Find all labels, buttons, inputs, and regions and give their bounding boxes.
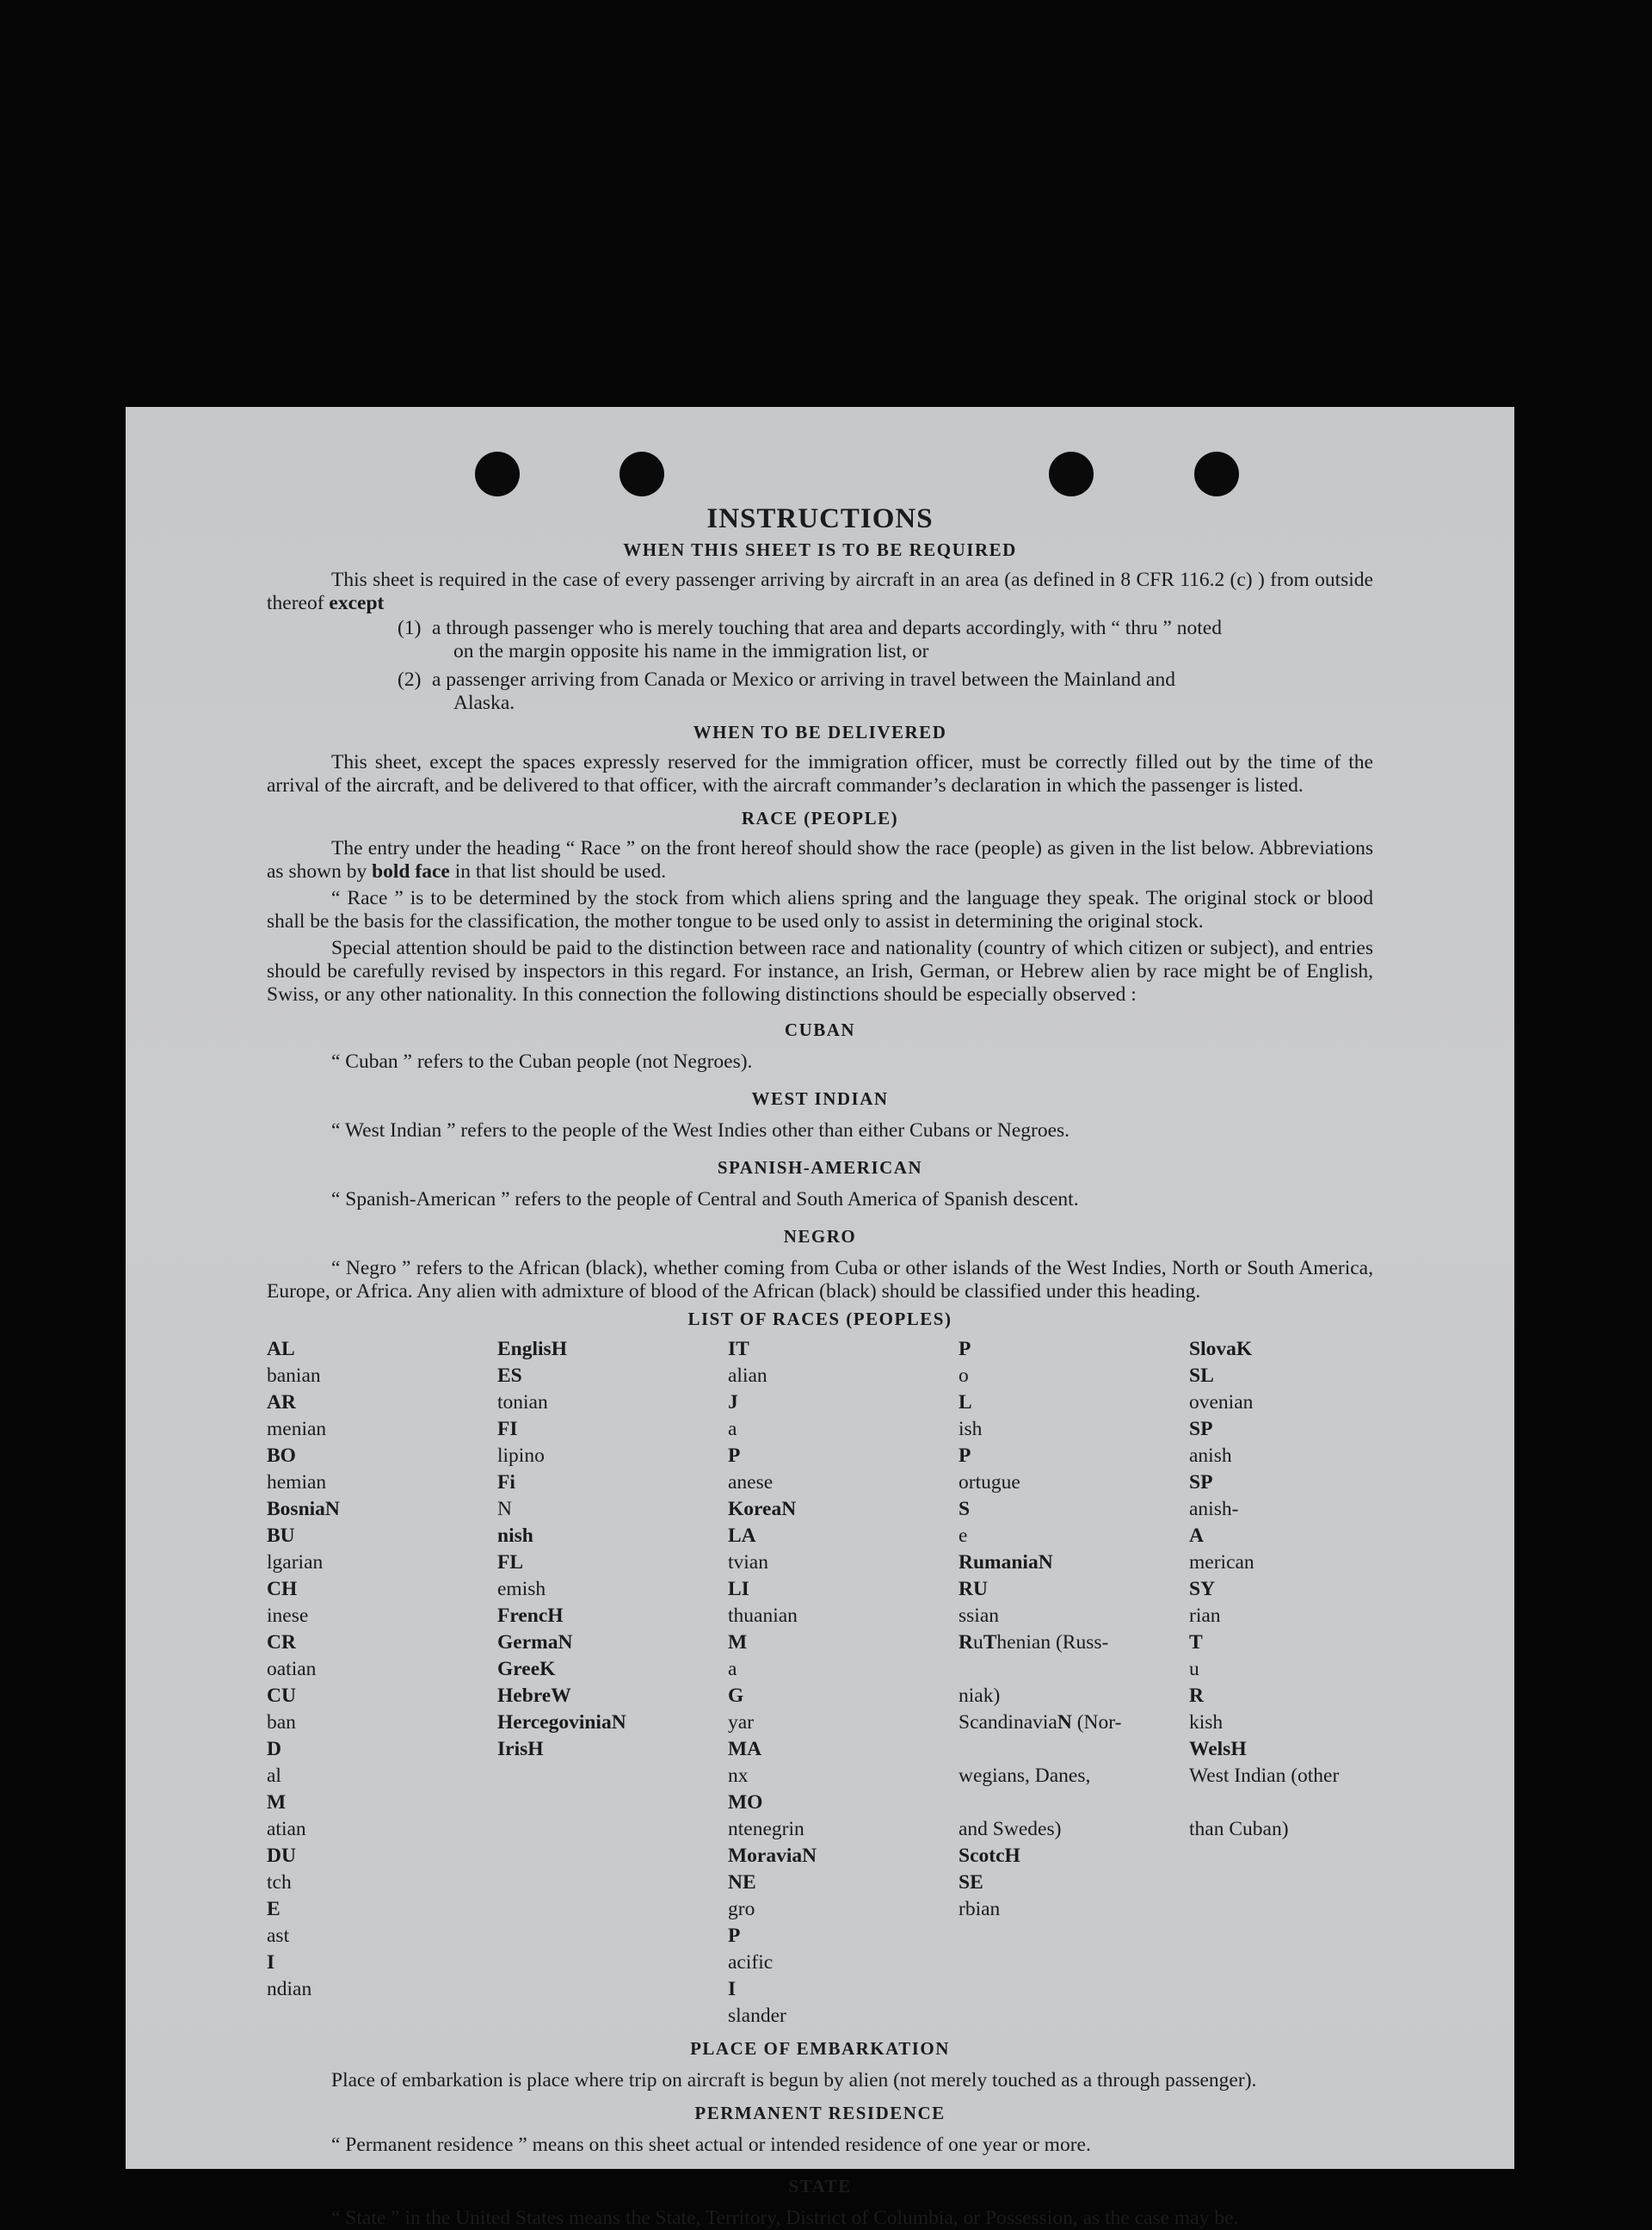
race-entry: CH inese [267,1578,309,1627]
race-entry: T u R kish [1189,1631,1224,1734]
para-residence: “ Permanent residence ” means on this sheet actual or intended residence of one year or more. [331,2134,1091,2156]
race-entry: AR menian [267,1391,327,1440]
race-entry: BO hemian [267,1445,327,1494]
race-entry: HebreW [497,1685,571,1707]
para-cuban: “ Cuban ” refers to the Cuban people (not Negroes). [331,1050,753,1073]
heading-negro: NEGRO [783,1226,857,1247]
race-entry: M a G yar [728,1631,755,1734]
race-entry: J a P anese [728,1391,774,1494]
race-west-indian: West Indian (other than Cuban) [1189,1765,1340,1840]
races-column-3 [728,1336,959,2030]
race-entry: SE rbian [959,1871,1001,1920]
punch-hole-3 [1049,452,1094,496]
punch-hole-4 [1194,452,1239,496]
race-ruthenian: RuThenian (Russ- niak) [959,1631,1109,1707]
para-race-2: “ Race ” is to be determined by the stock from which aliens spring and the language they speak. The original stock or blood shall be the basis for the classification, the mother tongue to be used only to assist in determining the original stock. [267,887,1373,933]
para-negro: “ Negro ” refers to the African (black), whether coming from Cuba or other islands of the West Indies, North or South America, Europe, or Africa. Any alien with admixture of blood of the African (black) should be classified under this heading. [267,1257,1373,1303]
race-entry: CR oatian [267,1631,317,1680]
page-title: INSTRUCTIONS [706,503,934,534]
para-race-1: The entry under the heading “ Race ” on the front hereof should show the race (people) as given in the list below. Abbreviations as shown by bold face in that list should be used. [267,837,1373,883]
para-embarkation: Place of embarkation is place where trip on aircraft is begun by alien (not merely touched as a through passenger). [331,2069,1257,2091]
para-west-indian: “ West Indian ” refers to the people of the West Indies other than either Cubans or Negroes. [331,1119,1070,1142]
race-entry: RU ssian [959,1578,999,1627]
punch-hole-1 [475,452,520,496]
exception-1: (1) a through passenger who is merely touching that area and departs accordingly, with “ thru ” noted on the margin opposite his name in the immigration list, or [398,617,1222,662]
race-entry: DU tch [267,1845,296,1894]
race-entry: FL emish [497,1551,546,1600]
heading-residence: PERMANENT RESIDENCE [694,2103,946,2123]
race-entry: Fi N nish [497,1471,533,1547]
race-entry: SL ovenian [1189,1364,1254,1414]
race-entry: LA tvian [728,1525,768,1574]
race-entry: ScotcH [959,1845,1020,1867]
heading-west-indian: WEST INDIAN [751,1088,889,1109]
race-entry: MO ntenegrin [728,1791,804,1840]
heading-embarkation: PLACE OF EMBARKATION [690,2038,950,2059]
heading-race: RACE (PEOPLE) [741,808,899,829]
race-entry: LI thuanian [728,1578,798,1627]
race-entry: P o L ish [959,1338,983,1440]
race-entry: KoreaN [728,1498,797,1520]
race-entry: FrencH [497,1605,564,1627]
para-required: This sheet is required in the case of every passenger arriving by aircraft in an area (as defined in 8 CFR 116.2 (c) ) from outside thereof except [267,569,1373,614]
race-entry: D al M atian [267,1738,306,1840]
race-entry: RumaniaN [959,1551,1053,1574]
race-entry: HercegoviniaN [497,1711,626,1734]
heading-delivered: WHEN TO BE DELIVERED [693,722,947,742]
heading-state: STATE [788,2176,852,2196]
race-entry: SlovaK [1189,1338,1253,1360]
race-entry: FI lipino [497,1418,545,1467]
races-column-1 [267,1336,497,2030]
races-column-5 [1189,1336,1373,2030]
races-column-2 [497,1336,728,2030]
document-sheet [126,407,1514,2229]
race-entry: IT alian [728,1338,767,1387]
heading-required: WHEN THIS SHEET IS TO BE REQUIRED [623,539,1017,560]
races-list [267,1336,1373,2030]
race-entry: BU lgarian [267,1525,324,1574]
para-race-3: Special attention should be paid to the distinction between race and nationality (country of which citizen or subject), and entries should be carefully revised by inspectors in this regard. For instance, an Irish, German, or Hebrew alien by race might be of English, Swiss, or any other nationality. In this connection the following distinctions should be especially observed : [267,937,1373,1006]
race-entry: SY rian [1189,1578,1221,1627]
heading-races-list: LIST OF RACES (PEOPLES) [687,1309,952,1329]
para-delivered: This sheet, except the spaces expressly reserved for the immigration officer, must be correctly filled out by the time of the arrival of the aircraft, and be delivered to that officer, with the aircraft commander’s declaration in which the passenger is listed. [267,751,1373,797]
race-entry: WelsH [1189,1738,1247,1760]
races-column-4 [959,1336,1189,2030]
race-entry: MA nx [728,1738,762,1787]
para-state: “ State ” in the United States means the State, Territory, District of Columbia, or Possession, as the case may be. [331,2207,1239,2229]
race-entry: AL banian [267,1338,321,1387]
race-entry: CU ban [267,1685,296,1734]
race-entry: BosniaN [267,1498,340,1520]
exception-2: (2) a passenger arriving from Canada or Mexico or arriving in travel between the Mainland and Alaska. [398,668,1175,714]
race-entry: P ortugue S e [959,1445,1020,1547]
race-entry: GermaN [497,1631,573,1654]
heading-cuban: CUBAN [784,1020,856,1040]
race-scandinavian: ScandinaviaN (Nor- wegians, Danes, and Swedes) [959,1711,1122,1840]
heading-spanish-american: SPANISH-AMERICAN [717,1157,923,1178]
race-entry: MoraviaN [728,1845,817,1867]
race-entry: IrisH [497,1738,544,1760]
race-entry: GreeK [497,1658,556,1680]
race-entry: ES tonian [497,1364,548,1414]
para-spanish-american: “ Spanish-American ” refers to the people of Central and South America of Spanish descent. [331,1188,1079,1210]
race-entry: E ast I ndian [267,1898,312,2000]
race-entry: SP anish [1189,1418,1232,1467]
instructions-content [267,502,1373,2230]
punch-hole-2 [620,452,664,496]
race-entry: P acific I slander [728,1925,786,2027]
race-entry: NE gro [728,1871,756,1920]
race-entry: SP anish- A merican [1189,1471,1254,1574]
race-entry: EnglisH [497,1338,567,1360]
